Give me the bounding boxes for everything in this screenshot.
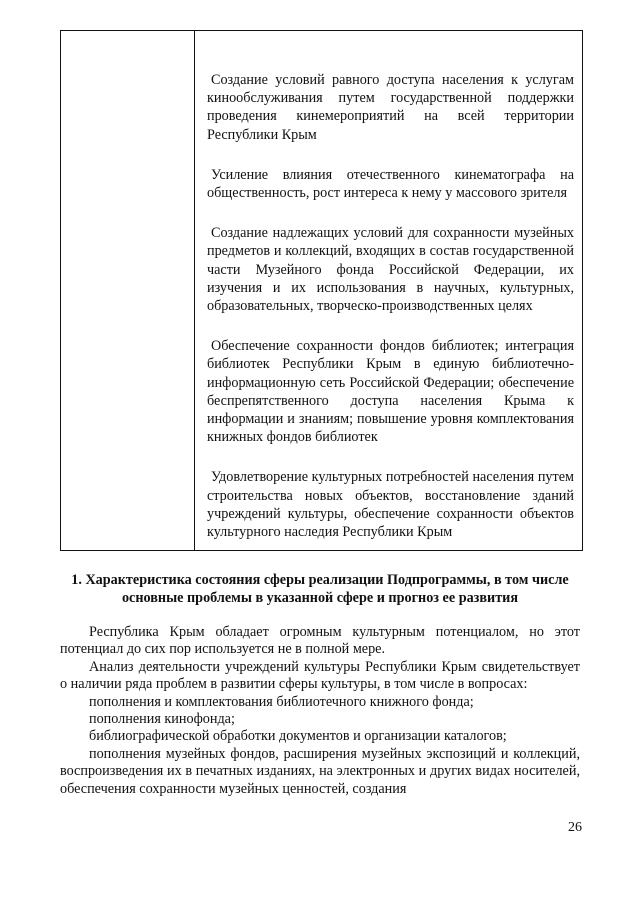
goal-item: Удовлетворение культурных потребностей населения путем строительства новых объектов, восстановление зданий учреждений культуры, обеспечение сохранности объектов культурного наследия Республики Крым — [207, 469, 574, 541]
goal-item: Создание условий равного доступа населения к услугам кинообслуживания путем государственной поддержки проведения кинемероприятий на всей территории Республики Крым — [207, 72, 574, 143]
body-text — [60, 624, 580, 798]
goals-table — [60, 30, 583, 551]
paragraph: пополнения музейных фондов, расширения музейных экспозиций и коллекций, воспроизведения их в печатных изданиях, на электронных и других видах носителей, обеспечения сохранности музейных ценностей, создания — [60, 745, 580, 797]
goals-cell — [207, 71, 574, 541]
page-number: 26 — [568, 820, 582, 835]
paragraph: Анализ деятельности учреждений культуры Республики Крым свидетельствует о наличии ряда проблем в развитии сферы культуры, в том числе в вопросах: — [60, 658, 580, 693]
goal-item: Создание надлежащих условий для сохранности музейных предметов и коллекций, входящих в состав государственной части Музейного фонда Российской Федерации, их изучения и их использования в научных, культурных, образовательных, творческо-производственных целях — [207, 225, 574, 315]
goal-item: Обеспечение сохранности фондов библиотек; интеграция библиотек Республики Крым в единую библиотечно-информационную сеть Российской Федерации; обеспечение беспрепятственного доступа населения Крыма к информации и знаниям; повышение уровня комплектования книжных фондов библиотек — [207, 338, 574, 446]
table-column-divider — [194, 31, 195, 550]
section-heading: 1. Характеристика состояния сферы реализации Подпрограммы, в том числе основные проблемы в указанной сфере и прогноз ее развития — [71, 572, 569, 606]
goal-item: Усиление влияния отечественного кинематографа на общественность, рост интереса к нему у массового зрителя — [207, 166, 574, 202]
list-item: пополнения кинофонда; — [89, 711, 235, 728]
paragraph: Республика Крым обладает огромным культурным потенциалом, но этот потенциал до сих пор используется не в полной мере. — [60, 624, 580, 658]
list-item: библиографической обработки документов и организации каталогов; — [89, 728, 507, 745]
list-item: пополнения и комплектования библиотечного книжного фонда; — [89, 693, 474, 710]
